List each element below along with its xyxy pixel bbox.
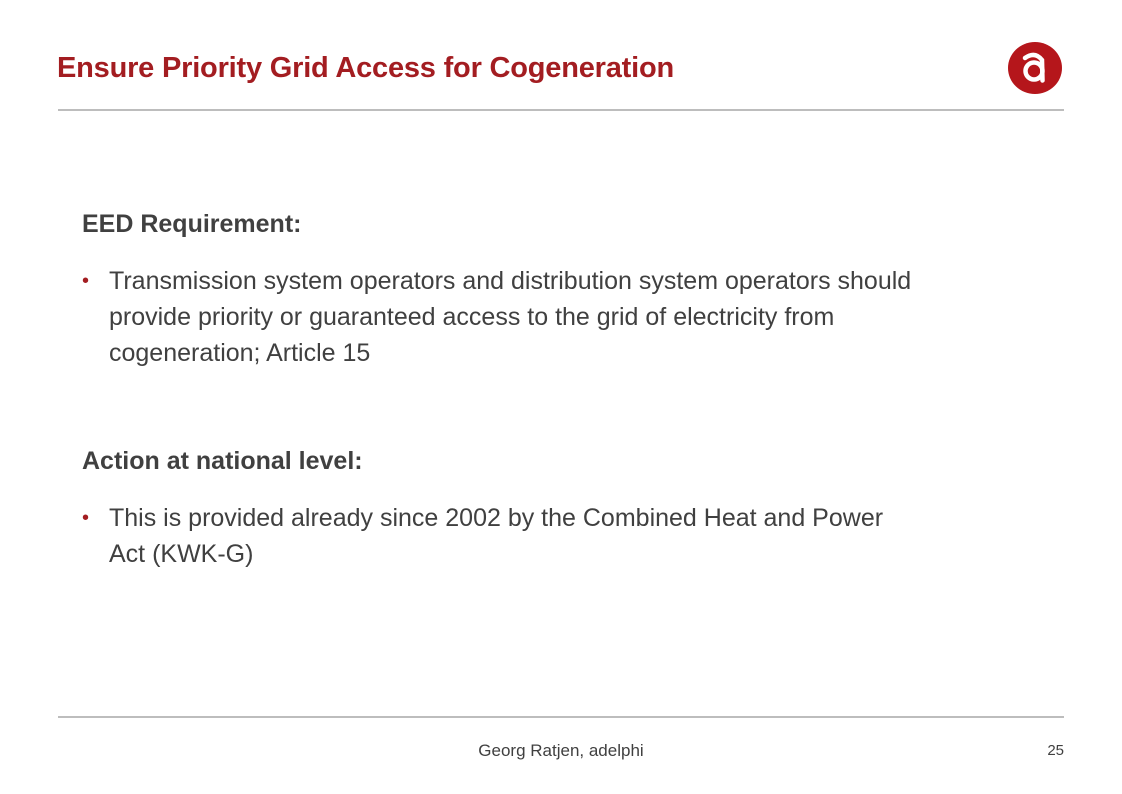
footer-author: Georg Ratjen, adelphi (478, 741, 644, 760)
bullet-line: This is provided already since 2002 by the Combined Heat and Power (109, 504, 884, 532)
bullet-text (109, 500, 883, 572)
bullet-line: Act (KWK-G) (109, 540, 254, 568)
header-divider (58, 109, 1064, 111)
footer-divider (58, 716, 1064, 718)
bullet-icon: • (82, 507, 90, 529)
bullet-national-level (82, 500, 1062, 572)
slide-title: Ensure Priority Grid Access for Cogeneration (57, 52, 675, 84)
bullet-eed-requirement (82, 263, 1062, 371)
adelphi-logo-icon (1007, 41, 1063, 95)
bullet-line: cogeneration; Article 15 (109, 339, 371, 367)
bullet-icon: • (82, 270, 90, 292)
page-number: 25 (1047, 742, 1064, 759)
section-heading-national-level: Action at national level: (82, 447, 363, 475)
bullet-line: Transmission system operators and distribution system operators should (109, 267, 912, 295)
bullet-text (109, 263, 911, 371)
section-heading-eed-requirement: EED Requirement: (82, 210, 302, 238)
bullet-line: provide priority or guaranteed access to the grid of electricity from (109, 303, 835, 331)
